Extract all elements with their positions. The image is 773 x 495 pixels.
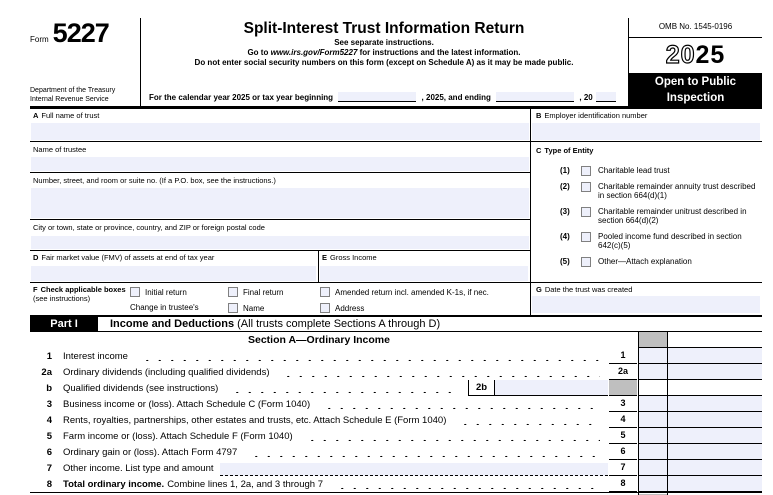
line-3-row bbox=[30, 396, 608, 412]
line-6-row bbox=[30, 444, 608, 460]
entity-option-label: Charitable lead trust bbox=[598, 166, 670, 175]
line-7-box: 7 bbox=[609, 460, 637, 476]
entity-options bbox=[560, 166, 760, 273]
line-label: Ordinary dividends (including qualified dividends) bbox=[63, 366, 270, 378]
dot-leader bbox=[332, 479, 600, 489]
form-title: Split-Interest Trust Information Return bbox=[243, 20, 525, 37]
line-6-amount-field[interactable] bbox=[638, 444, 762, 460]
g-text: Date the trust was created bbox=[544, 285, 633, 294]
initial-return-checkbox[interactable] bbox=[130, 287, 140, 297]
entity-option-number: (5) bbox=[560, 256, 570, 266]
line-b-row bbox=[30, 380, 608, 396]
field-f-label bbox=[33, 285, 133, 304]
a-text: Full name of trust bbox=[41, 111, 100, 120]
line-2a-row bbox=[30, 364, 608, 380]
line-7-row bbox=[30, 460, 608, 476]
line-7-amount-field[interactable] bbox=[638, 460, 762, 476]
entity-option-2 bbox=[560, 182, 760, 201]
f-letter: F bbox=[33, 285, 38, 294]
f-check-amended bbox=[320, 287, 489, 297]
rule-de-f bbox=[30, 282, 762, 283]
calendar-pre: For the calendar year 2025 or tax year beginning bbox=[149, 93, 334, 102]
entity-option-label: Other—Attach explanation bbox=[598, 256, 692, 266]
field-e-label bbox=[322, 253, 377, 262]
dot-leader bbox=[455, 415, 600, 425]
dot-leader bbox=[319, 399, 600, 409]
e-letter: E bbox=[322, 253, 328, 262]
dept-line1: Department of the Treasury bbox=[30, 87, 116, 95]
part1-title bbox=[110, 318, 440, 330]
f-check-name bbox=[228, 303, 264, 313]
line-label: Other income. List type and amount bbox=[63, 462, 214, 474]
rule-a-b bbox=[30, 141, 762, 142]
year-outline: 20 bbox=[665, 41, 696, 69]
shaded-box-cell bbox=[609, 380, 637, 396]
trustee-name-change-checkbox[interactable] bbox=[228, 303, 238, 313]
line-b-amount-cell bbox=[638, 380, 762, 396]
dot-leader bbox=[227, 383, 460, 393]
line-1-amount-field[interactable] bbox=[638, 348, 762, 364]
dot-leader bbox=[278, 367, 600, 377]
subtitle-1: See separate instructions. bbox=[334, 38, 434, 47]
f-row bbox=[30, 282, 530, 315]
line-8-row bbox=[30, 476, 608, 492]
line-4-amount-field[interactable] bbox=[638, 412, 762, 428]
line-1-box: 1 bbox=[609, 348, 637, 364]
final-return-checkbox[interactable] bbox=[228, 287, 238, 297]
line-label: Farm income or (loss). Attach Schedule F (Form 1040) bbox=[63, 430, 293, 442]
field-a-label bbox=[33, 111, 99, 120]
entity-checkbox-1[interactable] bbox=[581, 166, 591, 176]
line-label: Rents, royalties, partnerships, other estates and trusts, etc. Attach Schedule E (Form 1040) bbox=[63, 414, 447, 426]
line-2b-box-label: 2b bbox=[468, 380, 495, 395]
tax-year-beginning-field[interactable] bbox=[338, 92, 416, 102]
header-bottom-rule bbox=[30, 106, 762, 109]
subtitle-2 bbox=[141, 48, 627, 58]
rule-city bbox=[30, 250, 530, 251]
entity-checkbox-4[interactable] bbox=[581, 232, 591, 242]
entity-option-number: (2) bbox=[560, 182, 570, 191]
line-number: 5 bbox=[46, 430, 52, 442]
line-1-row bbox=[30, 348, 608, 364]
entity-option-1 bbox=[560, 166, 760, 176]
trustee-name-change-label: Name bbox=[243, 304, 265, 313]
field-b-label bbox=[536, 111, 647, 120]
line-6-box: 6 bbox=[609, 444, 637, 460]
trustee-address-change-label: Address bbox=[335, 304, 365, 313]
part1-label: Part I bbox=[30, 317, 98, 331]
goto-post: for instructions and the latest information. bbox=[357, 48, 521, 57]
line-number: b bbox=[46, 382, 52, 394]
open-line1: Open to Public bbox=[654, 76, 737, 88]
line-2b-inline-box bbox=[468, 380, 608, 396]
dot-leader bbox=[137, 351, 600, 361]
final-return-label: Final return bbox=[243, 288, 284, 297]
omb-number: OMB No. 1545-0196 bbox=[629, 18, 762, 38]
line-number: 6 bbox=[46, 446, 52, 458]
city-state-zip-field[interactable] bbox=[31, 236, 529, 249]
amended-return-checkbox[interactable] bbox=[320, 287, 330, 297]
amended-return-label: Amended return incl. amended K-1s, if nec. bbox=[335, 288, 489, 297]
entity-option-label: Charitable remainder annuity trust described in section 664(d)(1) bbox=[598, 182, 756, 201]
section-a-heading: Section A—Ordinary Income bbox=[248, 334, 390, 346]
f-normal-text: (see instructions) bbox=[33, 294, 91, 304]
field-d-label bbox=[33, 253, 214, 262]
tax-year-ending-field[interactable] bbox=[496, 92, 574, 102]
initial-return-label: Initial return bbox=[145, 288, 187, 297]
goto-pre: Go to bbox=[247, 48, 271, 57]
entity-option-number: (3) bbox=[560, 206, 570, 216]
table-vline-left bbox=[638, 332, 639, 495]
e-text: Gross Income bbox=[330, 253, 377, 262]
c-letter: C bbox=[536, 146, 542, 155]
street-address-field[interactable] bbox=[31, 188, 529, 218]
line-number: 4 bbox=[46, 414, 52, 426]
line-label: Interest income bbox=[63, 350, 128, 362]
line-5-amount-field[interactable] bbox=[638, 428, 762, 444]
trustee-label: Name of trustee bbox=[33, 145, 87, 154]
calendar-end: , 20 bbox=[579, 93, 593, 102]
entity-checkbox-5[interactable] bbox=[581, 257, 591, 267]
entity-option-label: Pooled income fund described in section 642(c)(5) bbox=[598, 231, 742, 251]
entity-option-label: Charitable remainder unitrust described in section 664(d)(2) bbox=[598, 206, 747, 226]
city-label: City or town, state or province, country, and ZIP or foreign postal code bbox=[33, 223, 265, 232]
line-5-box: 5 bbox=[609, 428, 637, 444]
entity-checkbox-3[interactable] bbox=[581, 207, 591, 217]
line-2a-box: 2a bbox=[609, 364, 637, 380]
line-label: Total ordinary income. Combine lines 1, 2a, and 3 through 7 bbox=[63, 478, 323, 490]
b-text: Employer identification number bbox=[544, 111, 648, 120]
a-letter: A bbox=[33, 111, 39, 120]
table-vline-right bbox=[667, 332, 668, 495]
field-c-label bbox=[536, 146, 593, 155]
line-4-box: 4 bbox=[609, 412, 637, 428]
line-2a-amount-field[interactable] bbox=[638, 364, 762, 380]
section-a-rows bbox=[30, 348, 762, 495]
year-solid: 25 bbox=[695, 41, 726, 69]
trustee-name-field[interactable] bbox=[31, 157, 529, 171]
department-lines bbox=[30, 87, 115, 104]
fmv-assets-field[interactable] bbox=[31, 266, 316, 281]
part1-title-bold: Income and Deductions bbox=[110, 318, 235, 330]
c-text: Type of Entity bbox=[544, 146, 594, 155]
entity-option-3 bbox=[560, 207, 760, 226]
omb-block bbox=[629, 18, 762, 106]
header-box-shaded-cell bbox=[639, 332, 667, 348]
b-letter: B bbox=[536, 111, 542, 120]
line-5-row bbox=[30, 428, 608, 444]
d-e-divider bbox=[318, 250, 319, 282]
d-text: Fair market value (FMV) of assets at end of tax year bbox=[41, 253, 215, 262]
line-number: 2a bbox=[41, 366, 52, 378]
entity-option-4 bbox=[560, 232, 760, 251]
f-check-address bbox=[320, 303, 364, 313]
line-4-row bbox=[30, 412, 608, 428]
line-label: Business income or (loss). Attach Schedule C (Form 1040) bbox=[63, 398, 311, 410]
line-number: 1 bbox=[46, 350, 52, 362]
entity-option-5 bbox=[560, 257, 760, 267]
form-word-label: Form bbox=[30, 35, 49, 44]
f-check-initial bbox=[130, 287, 187, 297]
ein-field[interactable] bbox=[532, 123, 760, 140]
form-number: 5227 bbox=[52, 18, 109, 48]
dot-leader bbox=[302, 431, 600, 441]
entity-option-number: (1) bbox=[560, 166, 570, 175]
qualified-dividends-field[interactable] bbox=[495, 380, 608, 395]
tax-year-2025 bbox=[629, 38, 762, 72]
subtitle-3: Do not enter social security numbers on this form (except on Schedule A) as it may be made public. bbox=[194, 58, 574, 67]
street-label: Number, street, and room or suite no. (If a P.O. box, see the instructions.) bbox=[33, 176, 276, 185]
f-bold-text: Check applicable boxes bbox=[40, 285, 126, 294]
part1-subtitle: (All trusts complete Sections A through D) bbox=[237, 318, 441, 330]
field-g-label bbox=[536, 285, 632, 294]
title-block bbox=[141, 18, 627, 106]
line-number: 7 bbox=[46, 462, 52, 474]
line-3-box: 3 bbox=[609, 396, 637, 412]
other-income-type-field[interactable] bbox=[220, 463, 609, 476]
dept-line2: Internal Revenue Service bbox=[30, 95, 109, 103]
entity-option-number: (4) bbox=[560, 231, 570, 241]
entity-checkbox-2[interactable] bbox=[581, 182, 591, 192]
line-label: Qualified dividends (see instructions) bbox=[63, 382, 219, 394]
d-letter: D bbox=[33, 253, 39, 262]
irs-url[interactable]: www.irs.gov/Form5227 bbox=[270, 48, 358, 57]
line-3-amount-field[interactable] bbox=[638, 396, 762, 412]
header-amount-cell bbox=[668, 332, 762, 348]
dot-leader bbox=[246, 447, 600, 457]
calendar-mid: , 2025, and ending bbox=[421, 93, 491, 102]
f-change-label: Change in trustee's bbox=[130, 303, 199, 312]
line-8-box: 8 bbox=[609, 476, 637, 492]
g-letter: G bbox=[536, 285, 542, 294]
rule-trustee bbox=[30, 172, 530, 173]
rule-street bbox=[30, 219, 530, 220]
line-number: 8 bbox=[46, 478, 52, 490]
trust-name-field[interactable] bbox=[31, 123, 529, 140]
line-8-amount-field[interactable] bbox=[638, 476, 762, 492]
identity-center-divider bbox=[530, 106, 531, 315]
open-line2: Inspection bbox=[666, 91, 725, 104]
trust-created-date-field[interactable] bbox=[532, 296, 760, 313]
form-number-block bbox=[30, 20, 138, 106]
open-to-public-badge bbox=[629, 73, 762, 106]
tax-year-ending-year-field[interactable] bbox=[596, 92, 616, 102]
line-label: Ordinary gain or (loss). Attach Form 4797 bbox=[63, 446, 238, 458]
trustee-address-change-checkbox[interactable] bbox=[320, 303, 330, 313]
line-number: 3 bbox=[46, 398, 52, 410]
part1-bar bbox=[30, 315, 762, 332]
f-check-final bbox=[228, 287, 283, 297]
calendar-year-line bbox=[149, 92, 623, 102]
gross-income-field[interactable] bbox=[320, 266, 528, 281]
